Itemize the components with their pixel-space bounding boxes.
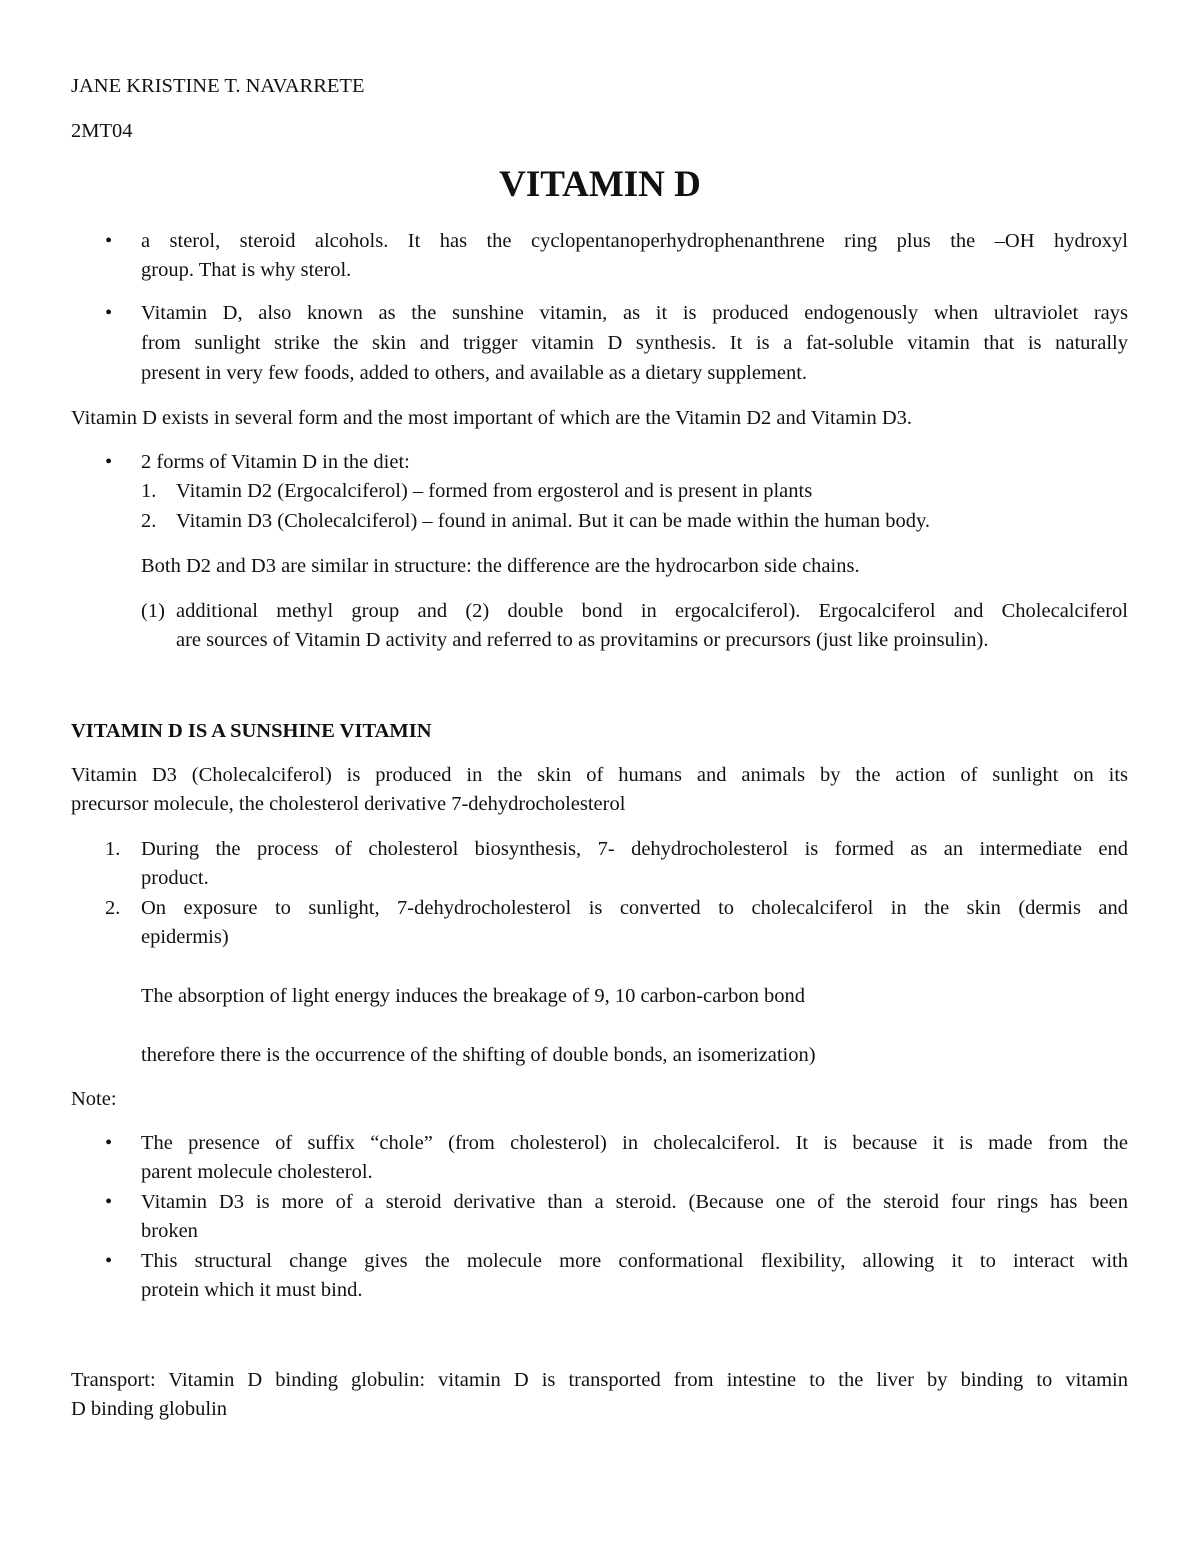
bullet-marker: • <box>105 1132 113 1154</box>
list-number: 2. <box>141 510 157 532</box>
note-bullet-3-line-1: This structural change gives the molecule more conformational flexibility, allowing it to interact with <box>141 1250 1128 1272</box>
step-1-line-1: During the process of cholesterol biosynthesis, 7- dehydrocholesterol is formed as an intermediate end <box>141 838 1128 860</box>
difference-line-2: are sources of Vitamin D activity and referred to as provitamins or precursors (just like proinsulin). <box>176 629 989 651</box>
note-bullet-1-line-1: The presence of suffix “chole” (from cholesterol) in cholecalciferol. It is because it is made from the <box>141 1132 1128 1154</box>
diet-form-d2: Vitamin D2 (Ergocalciferol) – formed from ergosterol and is present in plants <box>176 480 813 502</box>
forms-paragraph: Vitamin D exists in several form and the most important of which are the Vitamin D2 and Vitamin D3. <box>71 407 913 429</box>
note-bullet-2-line-2: broken <box>141 1220 198 1242</box>
similarity-text: Both D2 and D3 are similar in structure: the difference are the hydrocarbon side chains. <box>141 555 860 577</box>
difference-line-1: additional methyl group and (2) double bond in ergocalciferol). Ergocalciferol and Cholecalciferol <box>176 600 1128 622</box>
intro-bullet-2-line-1: Vitamin D, also known as the sunshine vitamin, as it is produced endogenously when ultraviolet rays <box>141 302 1128 324</box>
bullet-marker: • <box>105 1191 113 1213</box>
intro-bullet-2-line-3: present in very few foods, added to others, and available as a dietary supplement. <box>141 362 808 384</box>
list-number: 1. <box>105 838 121 860</box>
note-label: Note: <box>71 1088 117 1110</box>
transport-line-1: Transport: Vitamin D binding globulin: vitamin D is transported from intestine to the liver by binding to vitamin <box>71 1369 1128 1391</box>
list-number: 2. <box>105 897 121 919</box>
intro-bullet-1-line-1: a sterol, steroid alcohols. It has the cyclopentanoperhydrophenanthrene ring plus the –OH hydroxyl <box>141 230 1128 252</box>
absorption-text: The absorption of light energy induces the breakage of 9, 10 carbon-carbon bond <box>141 985 805 1007</box>
section-heading: VITAMIN D IS A SUNSHINE VITAMIN <box>71 720 432 742</box>
note-bullet-1-line-2: parent molecule cholesterol. <box>141 1161 373 1183</box>
list-number: 1. <box>141 480 157 502</box>
page-title: VITAMIN D <box>499 164 701 205</box>
note-bullet-3-line-2: protein which it must bind. <box>141 1279 363 1301</box>
class-section: 2MT04 <box>71 120 133 142</box>
bullet-marker: • <box>105 451 113 473</box>
intro-bullet-2-line-2: from sunlight strike the skin and trigger vitamin D synthesis. It is a fat-soluble vitamin that is naturally <box>141 332 1128 354</box>
bullet-marker: • <box>105 302 113 324</box>
step-1-line-2: product. <box>141 867 209 889</box>
sunshine-paragraph-line-1: Vitamin D3 (Cholecalciferol) is produced in the skin of humans and animals by the action of sunlight on its <box>71 764 1128 786</box>
note-bullet-2-line-1: Vitamin D3 is more of a steroid derivative than a steroid. (Because one of the steroid four rings has been <box>141 1191 1128 1213</box>
step-2-line-1: On exposure to sunlight, 7-dehydrocholesterol is converted to cholecalciferol in the skin (dermis and <box>141 897 1128 919</box>
diet-forms-heading: 2 forms of Vitamin D in the diet: <box>141 451 410 473</box>
step-2-line-2: epidermis) <box>141 926 229 948</box>
isomerization-text: therefore there is the occurrence of the shifting of double bonds, an isomerization) <box>141 1044 816 1066</box>
intro-bullet-1-line-2: group. That is why sterol. <box>141 259 352 281</box>
transport-line-2: D binding globulin <box>71 1398 228 1420</box>
sunshine-paragraph-line-2: precursor molecule, the cholesterol derivative 7-dehydrocholesterol <box>71 793 626 815</box>
bullet-marker: • <box>105 230 113 252</box>
bullet-marker: • <box>105 1250 113 1272</box>
author-name: JANE KRISTINE T. NAVARRETE <box>71 75 365 97</box>
list-number: (1) <box>141 600 165 622</box>
diet-form-d3: Vitamin D3 (Cholecalciferol) – found in animal. But it can be made within the human body. <box>176 510 931 532</box>
